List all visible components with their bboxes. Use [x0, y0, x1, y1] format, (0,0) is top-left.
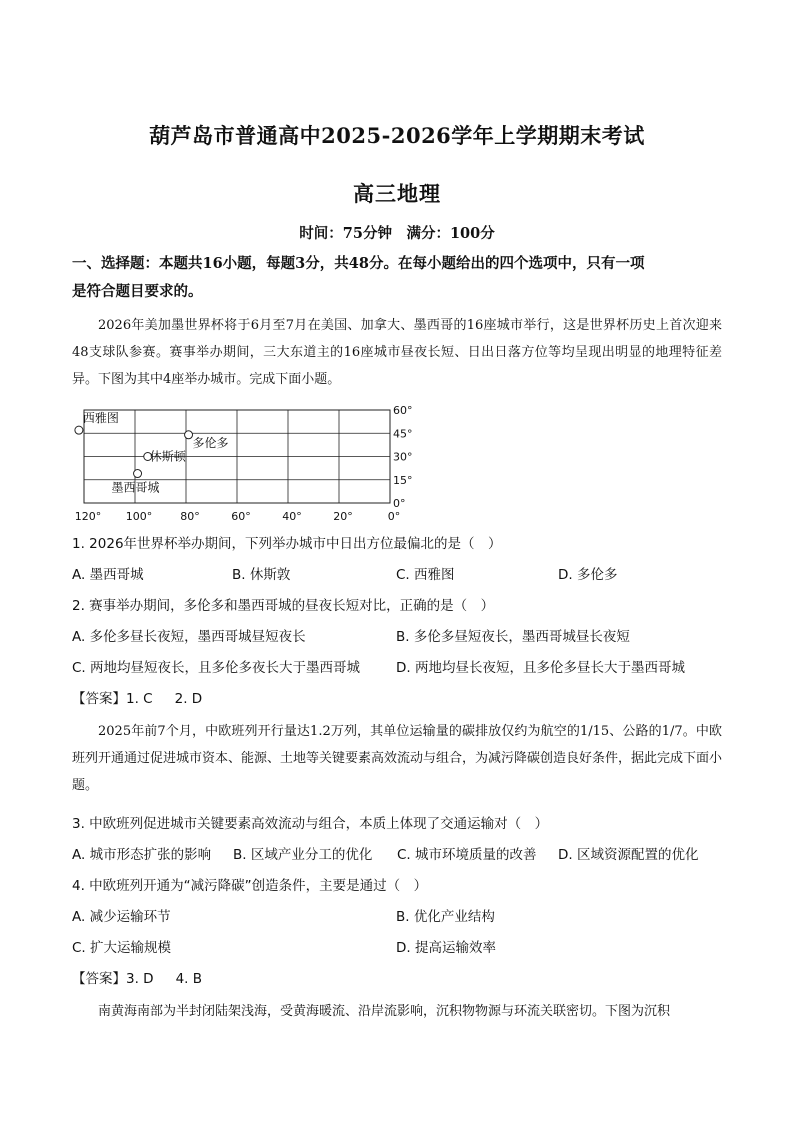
question-3-option-b[interactable]: B. 区域产业分工的优化	[233, 847, 373, 863]
city-marker	[185, 431, 193, 439]
map-longitude-label: 0°	[387, 510, 401, 523]
exam-meta: 时间：75分钟 满分：100分	[299, 225, 495, 242]
question-1-option-a[interactable]: A. 墨西哥城	[72, 567, 144, 583]
passage-2: 2025年前7个月，中欧班列开行量达1.2万列，其单位运输量的碳排放仅约为航空的1/15、公路的1/7。中欧班列开通通过促进城市资本、能源、土地等关键要素高效流动与组合，为减污降碳创造良好条件，据此完成下面小题。	[72, 724, 723, 793]
map-cities	[75, 410, 229, 494]
city-label: 多伦多	[192, 435, 229, 450]
question-2-option-d[interactable]: D. 两地均昼长夜短，且多伦多昼长大于墨西哥城	[396, 660, 685, 676]
map-longitude-label: 120°	[74, 510, 102, 523]
answer-4: 4. B	[175, 971, 203, 987]
question-2: 2. 赛事举办期间，多伦多和墨西哥城的昼夜长短对比，正确的是（ ）	[72, 598, 495, 614]
map-latitude-label: 15°	[393, 473, 413, 487]
answer-1: 1. C	[126, 691, 153, 707]
question-1: 1. 2026年世界杯举办期间，下列举办城市中日出方位最偏北的是（ ）	[72, 536, 502, 552]
question-4-option-d[interactable]: D. 提高运输效率	[396, 940, 496, 956]
answer-label: 【答案】	[72, 691, 126, 707]
map-longitude-label: 100°	[125, 510, 153, 523]
section-heading-line1: 一、选择题：本题共16小题，每题3分，共48分。在每小题给出的四个选项中，只有一项	[72, 255, 645, 272]
question-4-option-b[interactable]: B. 优化产业结构	[396, 909, 495, 925]
question-1-option-d[interactable]: D. 多伦多	[558, 567, 618, 583]
map-longitude-labels	[75, 510, 401, 523]
question-2-option-b[interactable]: B. 多伦多昼短夜长，墨西哥城昼长夜短	[396, 629, 630, 645]
map-longitude-label: 40°	[282, 510, 302, 523]
answer-line-1	[72, 689, 202, 709]
question-3-option-c[interactable]: C. 城市环境质量的改善	[397, 847, 537, 863]
answer-3: 3. D	[126, 971, 154, 987]
exam-subject: 高三地理	[353, 181, 441, 206]
map-latitude-label: 30°	[393, 450, 413, 464]
answer-label: 【答案】	[72, 971, 126, 987]
section-heading-line2: 是符合题目要求的。	[72, 283, 203, 300]
question-3-option-d[interactable]: D. 区域资源配置的优化	[558, 847, 699, 863]
question-4: 4. 中欧班列开通为“减污降碳”创造条件，主要是通过（ ）	[72, 878, 428, 894]
map-latitude-labels	[393, 404, 413, 510]
passage-1: 2026年美加墨世界杯将于6月至7月在美国、加拿大、墨西哥的16座城市举行，这是世界杯历史上首次迎来48支球队参赛。赛事举办期间，三大东道主的16座城市昼夜长短、日出日落方位等均呈现出明显的地理特征差异。下图为其中4座举办城市。完成下面小题。	[72, 318, 722, 387]
answer-2: 2. D	[174, 691, 203, 707]
passage-3: 南黄海南部为半封闭陆架浅海，受黄海暖流、沿岸流影响，沉积物物源与环流关联密切。下图为沉积	[98, 1004, 671, 1019]
answer-line-2	[72, 969, 202, 989]
city-marker	[75, 426, 83, 434]
section-heading	[72, 250, 724, 306]
exam-title: 葫芦岛市普通高中2025-2026学年上学期期末考试	[149, 123, 645, 148]
city-label: 墨西哥城	[111, 480, 160, 495]
question-4-option-c[interactable]: C. 扩大运输规模	[72, 940, 172, 956]
question-3-option-a[interactable]: A. 城市形态扩张的影响	[72, 847, 212, 863]
map-longitude-label: 80°	[180, 510, 200, 523]
map-latitude-label: 0°	[393, 497, 406, 510]
question-2-option-c[interactable]: C. 两地均昼短夜长，且多伦多夜长大于墨西哥城	[72, 660, 361, 676]
question-4-option-a[interactable]: A. 减少运输环节	[72, 909, 171, 925]
map-latitude-label: 60°	[393, 404, 413, 417]
question-2-option-a[interactable]: A. 多伦多昼长夜短，墨西哥城昼短夜长	[72, 629, 306, 645]
question-3: 3. 中欧班列促进城市关键要素高效流动与组合，本质上体现了交通运输对（ ）	[72, 816, 549, 832]
city-label: 西雅图	[82, 411, 119, 426]
city-label: 休斯顿	[149, 449, 186, 464]
question-1-option-b[interactable]: B. 休斯敦	[232, 567, 291, 583]
map-longitude-label: 60°	[231, 510, 251, 523]
city-map-figure	[70, 404, 430, 524]
map-longitude-label: 20°	[333, 510, 353, 523]
question-1-option-c[interactable]: C. 西雅图	[396, 567, 455, 583]
map-latitude-label: 45°	[393, 427, 413, 441]
city-marker	[134, 470, 142, 478]
